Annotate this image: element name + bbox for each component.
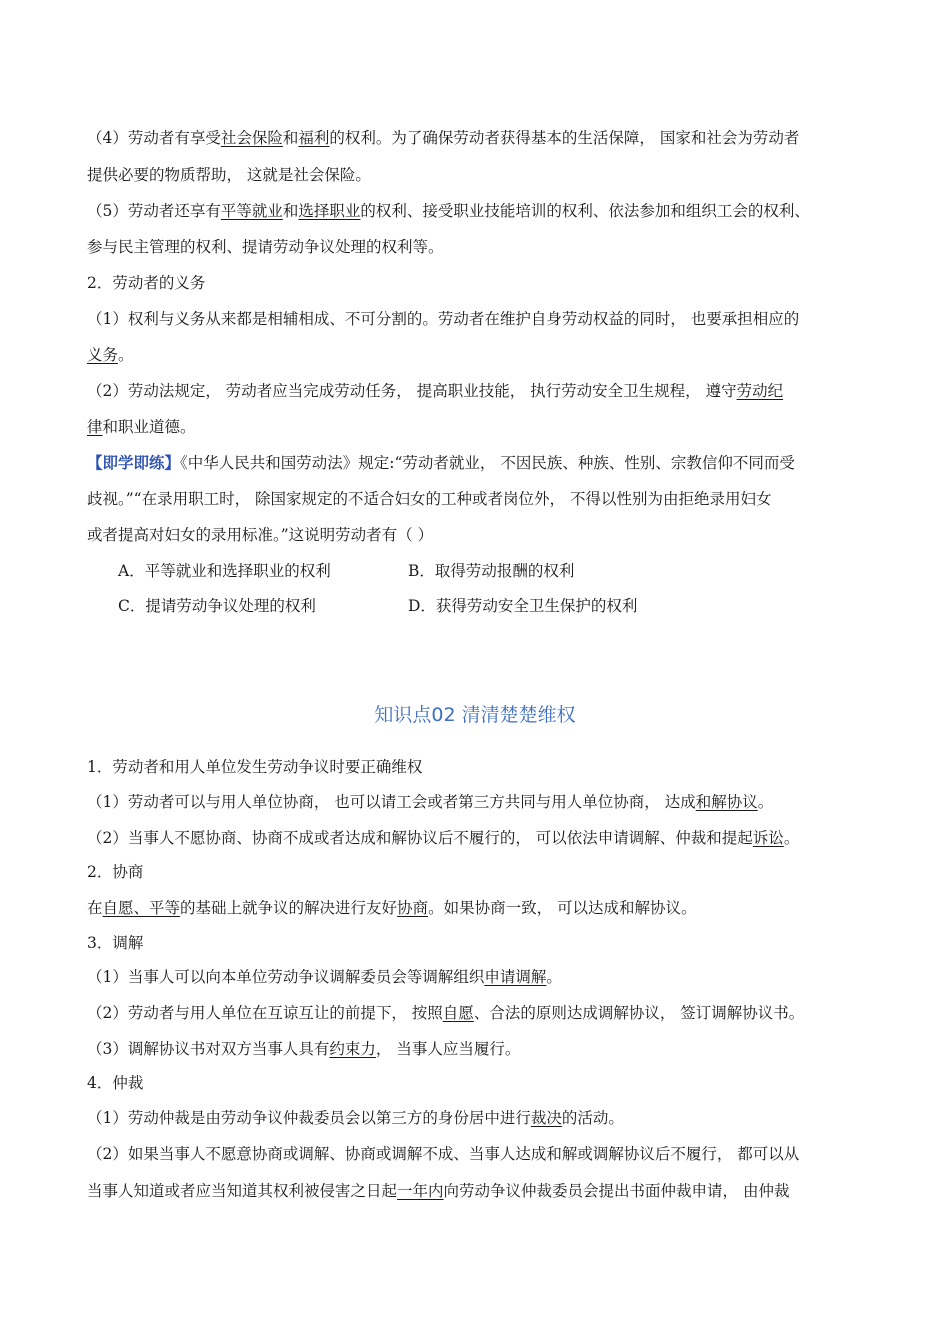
underlined-term: 平等就业	[220, 202, 283, 220]
paragraph-line: （2）劳动法规定， 劳动者应当完成劳动任务， 提高职业技能， 执行劳动安全卫生规程， 遵守劳动纪	[87, 382, 784, 400]
paragraph-line: 当事人知道或者应当知道其权利被侵害之日起一年内向劳动争议仲裁委员会提出书面仲裁申请， 由仲裁	[87, 1182, 790, 1200]
underlined-term: 申请调解	[484, 968, 547, 986]
paragraph-line: （2）劳动者与用人单位在互谅互让的前提下， 按照自愿、合法的原则达成调解协议， 签订调解协议书。	[87, 1004, 805, 1022]
underlined-term: 社会保险	[220, 129, 283, 147]
paragraph-line: （3）调解协议书对双方当事人具有约束力， 当事人应当履行。	[87, 1040, 521, 1058]
option-b: B．取得劳动报酬的权利	[408, 562, 575, 580]
section-heading: 2．协商	[87, 863, 144, 881]
paragraph-line: 在自愿、平等的基础上就争议的解决进行友好协商。如果协商一致， 可以达成和解协议。	[87, 899, 697, 917]
paragraph-line: （4）劳动者有享受社会保险和福利的权利。为了确保劳动者获得基本的生活保障， 国家和社会为劳动者	[87, 129, 800, 147]
paragraph-line: （2）如果当事人不愿意协商或调解、协商或调解不成、当事人达成和解或调解协议后不履行， 都可以从	[87, 1145, 800, 1163]
underlined-term: 自愿、平等	[102, 899, 181, 917]
paragraph-line: 参与民主管理的权利、提请劳动争议处理的权利等。	[87, 238, 444, 256]
paragraph-line: 义务。	[87, 346, 134, 364]
section-heading: 1．劳动者和用人单位发生劳动争议时要正确维权	[87, 758, 423, 776]
underlined-term: 义务	[87, 346, 119, 364]
exercise-tag: 【即学即练】	[87, 453, 181, 472]
section-heading: 3．调解	[87, 934, 144, 952]
paragraph-line: （1）权利与义务从来都是相辅相成、不可分割的。劳动者在维护自身劳动权益的同时， 也要承担相应的	[87, 310, 800, 328]
underlined-term: 和解协议	[695, 793, 758, 811]
underlined-term: 约束力	[329, 1040, 376, 1058]
option-a: A．平等就业和选择职业的权利	[118, 562, 331, 580]
paragraph-line: （1）劳动者可以与用人单位协商， 也可以请工会或者第三方共同与用人单位协商， 达成和解协议。	[87, 793, 774, 811]
underlined-term: 福利	[298, 129, 330, 147]
underlined-term: 劳动纪	[736, 382, 784, 400]
underlined-term: 协商	[397, 899, 429, 917]
paragraph-line: 提供必要的物质帮助， 这就是社会保险。	[87, 166, 371, 184]
paragraph-line: （1）当事人可以向本单位劳动争议调解委员会等调解组织申请调解。	[87, 968, 562, 986]
paragraph-line: （5）劳动者还享有平等就业和选择职业的权利、接受职业技能培训的权利、依法参加和组织工会的权利、	[87, 202, 810, 220]
option-c: C．提请劳动争议处理的权利	[118, 597, 316, 615]
paragraph-line: 或者提高对妇女的录用标准。”这说明劳动者有（ ）	[87, 526, 434, 544]
underlined-term: 诉讼	[752, 829, 784, 847]
underlined-term: 选择职业	[298, 202, 361, 220]
knowledge-point-title: 知识点02 清清楚楚维权	[374, 704, 576, 726]
exercise-question: 【即学即练】《中华人民共和国劳动法》规定:“劳动者就业， 不因民族、种族、性别、宗教信仰不同而受	[87, 453, 795, 472]
underlined-term: 一年内	[397, 1182, 444, 1200]
option-d: D．获得劳动安全卫生保护的权利	[408, 597, 638, 615]
section-heading: 2．劳动者的义务	[87, 274, 206, 292]
underlined-term: 律	[87, 418, 103, 436]
paragraph-line: 律和职业道德。	[87, 418, 196, 436]
paragraph-line: （1）劳动仲裁是由劳动争议仲裁委员会以第三方的身份居中进行裁决的活动。	[87, 1109, 624, 1127]
underlined-term: 自愿	[442, 1004, 474, 1022]
paragraph-line: （2）当事人不愿协商、协商不成或者达成和解协议后不履行的， 可以依法申请调解、仲裁和提起诉讼。	[87, 829, 800, 847]
paragraph-line: 歧视。”“在录用职工时， 除国家规定的不适合妇女的工种或者岗位外， 不得以性别为由拒绝录用妇女	[87, 490, 772, 508]
underlined-term: 裁决	[530, 1109, 562, 1127]
section-heading: 4．仲裁	[87, 1074, 144, 1092]
